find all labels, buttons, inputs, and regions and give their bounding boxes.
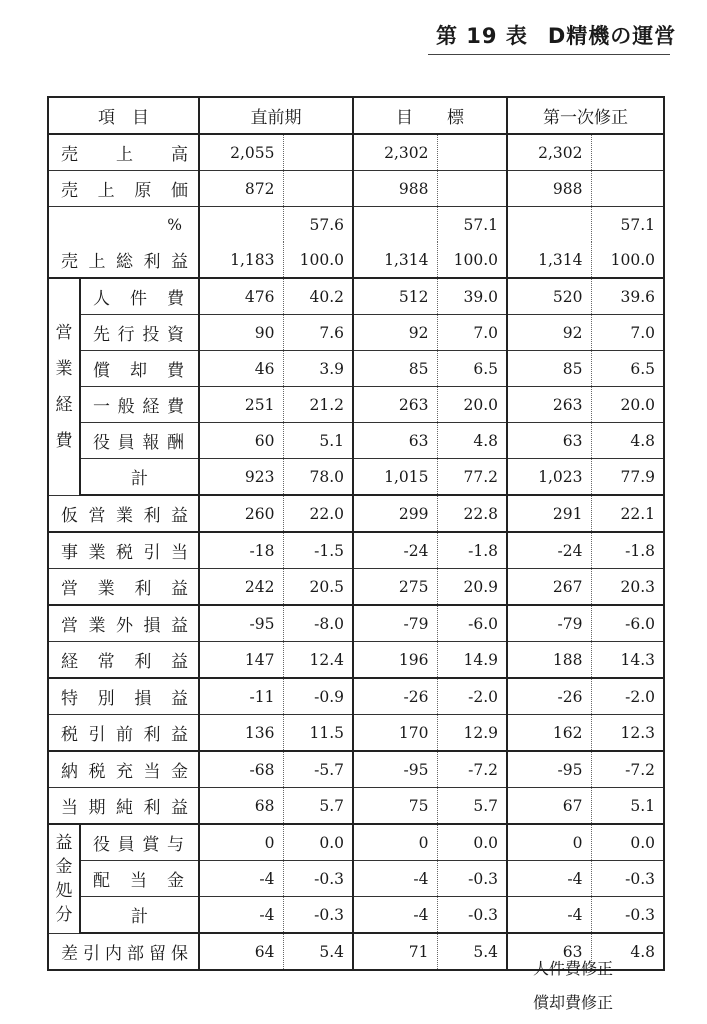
value-cell: -95: [199, 605, 283, 642]
value-cell: 3.9: [283, 351, 353, 387]
header-first-revision: 第一次修正: [507, 97, 664, 134]
value-cell: 20.0: [437, 387, 507, 423]
value-cell: 64: [199, 933, 283, 970]
value-cell: 40.2: [283, 278, 353, 315]
value-cell: 147: [199, 642, 283, 679]
value-cell: 75: [353, 788, 437, 825]
value-cell: 57.1: [437, 207, 507, 243]
value-cell: 39.0: [437, 278, 507, 315]
header-item: 項 目: [48, 97, 199, 134]
value-cell: 5.7: [283, 788, 353, 825]
value-cell: 57.1: [591, 207, 664, 243]
value-cell: 0.0: [437, 824, 507, 861]
table-row: [48, 315, 664, 351]
value-cell: 92: [353, 315, 437, 351]
value-cell: 68: [199, 788, 283, 825]
table-row: [48, 569, 664, 606]
table-title: [436, 20, 676, 50]
value-cell: 85: [353, 351, 437, 387]
row-label: 一般経費: [80, 387, 199, 423]
value-cell: 2,055: [199, 134, 283, 171]
table-row: [48, 788, 664, 825]
value-cell: 267: [507, 569, 591, 606]
row-label: 差引内部留保: [48, 933, 199, 970]
value-cell: 12.9: [437, 715, 507, 752]
value-cell: 7.0: [591, 315, 664, 351]
header-prev-period: 直前期: [199, 97, 353, 134]
value-cell: 2,302: [353, 134, 437, 171]
table-row: [48, 532, 664, 569]
value-cell: -0.3: [591, 861, 664, 897]
value-cell: -0.3: [283, 861, 353, 897]
value-cell: 263: [507, 387, 591, 423]
table-row: [48, 897, 664, 934]
value-cell: -18: [199, 532, 283, 569]
value-cell: 5.4: [283, 933, 353, 970]
value-cell: 136: [199, 715, 283, 752]
value-cell: -6.0: [591, 605, 664, 642]
row-label: 仮営業利益: [48, 495, 199, 532]
value-cell: 1,183: [199, 242, 283, 278]
value-cell: 63: [507, 423, 591, 459]
row-label: 人件費: [80, 278, 199, 315]
value-cell: -68: [199, 751, 283, 788]
value-cell: 251: [199, 387, 283, 423]
value-cell: 1,314: [507, 242, 591, 278]
revision-notes: [533, 952, 613, 1020]
value-cell: 6.5: [437, 351, 507, 387]
category-char: 分: [55, 904, 73, 925]
value-cell: -4: [353, 897, 437, 934]
row-label: 計: [80, 897, 199, 934]
value-cell: 39.6: [591, 278, 664, 315]
value-cell: 11.5: [283, 715, 353, 752]
value-cell: -4: [507, 897, 591, 934]
table-row: [48, 278, 664, 315]
table-row: [48, 207, 664, 243]
value-cell: 988: [507, 171, 591, 207]
value-cell: 67: [507, 788, 591, 825]
value-cell: [591, 171, 664, 207]
value-cell: -26: [353, 678, 437, 715]
value-cell: [507, 207, 591, 243]
opex-category-label: [48, 278, 80, 495]
table-name: D精機の運営: [547, 24, 677, 48]
value-cell: -8.0: [283, 605, 353, 642]
value-cell: 0.0: [591, 824, 664, 861]
value-cell: 20.0: [591, 387, 664, 423]
row-label: 配当金: [80, 861, 199, 897]
value-cell: 71: [353, 933, 437, 970]
value-cell: 196: [353, 642, 437, 679]
row-label: 役員報酬: [80, 423, 199, 459]
value-cell: 22.0: [283, 495, 353, 532]
row-label: 営業利益: [48, 569, 199, 606]
table-row: [48, 495, 664, 532]
value-cell: 14.3: [591, 642, 664, 679]
value-cell: 60: [199, 423, 283, 459]
value-cell: 5.1: [283, 423, 353, 459]
table-row: [48, 824, 664, 861]
row-label: 売上総利益: [48, 242, 199, 278]
category-char: 費: [55, 430, 73, 451]
value-cell: 22.1: [591, 495, 664, 532]
value-cell: 0: [199, 824, 283, 861]
value-cell: 92: [507, 315, 591, 351]
value-cell: 100.0: [283, 242, 353, 278]
profit-disposal-category-label: [48, 824, 80, 933]
value-cell: 520: [507, 278, 591, 315]
table-row: [48, 861, 664, 897]
value-cell: 5.1: [591, 788, 664, 825]
table-row: [48, 171, 664, 207]
value-cell: -95: [507, 751, 591, 788]
category-char: 金: [55, 856, 73, 877]
value-cell: 512: [353, 278, 437, 315]
value-cell: -2.0: [591, 678, 664, 715]
value-cell: -1.8: [437, 532, 507, 569]
value-cell: -0.3: [283, 897, 353, 934]
row-label: 先行投資: [80, 315, 199, 351]
value-cell: 46: [199, 351, 283, 387]
value-cell: 260: [199, 495, 283, 532]
row-label: 役員賞与: [80, 824, 199, 861]
value-cell: 1,023: [507, 459, 591, 496]
row-label: %: [48, 207, 199, 243]
value-cell: -24: [507, 532, 591, 569]
table-row: [48, 351, 664, 387]
table-row: [48, 134, 664, 171]
value-cell: 100.0: [591, 242, 664, 278]
category-char: 経: [55, 394, 73, 415]
value-cell: 242: [199, 569, 283, 606]
table-row: [48, 678, 664, 715]
category-char: 処: [55, 880, 73, 901]
table-row: [48, 387, 664, 423]
value-cell: 923: [199, 459, 283, 496]
row-label: 納税充当金: [48, 751, 199, 788]
value-cell: 188: [507, 642, 591, 679]
table-row: [48, 242, 664, 278]
value-cell: -11: [199, 678, 283, 715]
row-label: 特別損益: [48, 678, 199, 715]
value-cell: 85: [507, 351, 591, 387]
value-cell: 63: [507, 933, 591, 970]
value-cell: 4.8: [591, 423, 664, 459]
value-cell: 20.9: [437, 569, 507, 606]
row-label: 経常利益: [48, 642, 199, 679]
value-cell: 7.0: [437, 315, 507, 351]
note-personnel-revision: 人件費修正: [533, 959, 614, 978]
value-cell: -24: [353, 532, 437, 569]
value-cell: [199, 207, 283, 243]
row-label: 営業外損益: [48, 605, 199, 642]
value-cell: -79: [507, 605, 591, 642]
value-cell: -4: [507, 861, 591, 897]
value-cell: -79: [353, 605, 437, 642]
value-cell: 5.7: [437, 788, 507, 825]
value-cell: 872: [199, 171, 283, 207]
value-cell: -2.0: [437, 678, 507, 715]
value-cell: 4.8: [437, 423, 507, 459]
table-number: 第 19 表: [436, 24, 528, 48]
value-cell: -7.2: [591, 751, 664, 788]
value-cell: [283, 134, 353, 171]
value-cell: [591, 134, 664, 171]
value-cell: 20.3: [591, 569, 664, 606]
value-cell: [283, 171, 353, 207]
value-cell: 14.9: [437, 642, 507, 679]
value-cell: 22.8: [437, 495, 507, 532]
value-cell: 12.3: [591, 715, 664, 752]
value-cell: -0.3: [437, 897, 507, 934]
header-target: 目 標: [353, 97, 507, 134]
value-cell: -26: [507, 678, 591, 715]
value-cell: -1.8: [591, 532, 664, 569]
value-cell: 78.0: [283, 459, 353, 496]
table-row: [48, 715, 664, 752]
value-cell: -7.2: [437, 751, 507, 788]
value-cell: 162: [507, 715, 591, 752]
row-label: 償却費: [80, 351, 199, 387]
value-cell: 77.2: [437, 459, 507, 496]
value-cell: -4: [199, 861, 283, 897]
row-label: 売上原価: [48, 171, 199, 207]
category-char: 営: [55, 322, 73, 343]
value-cell: 57.6: [283, 207, 353, 243]
value-cell: 0: [507, 824, 591, 861]
header-row: [48, 97, 664, 134]
value-cell: 1,314: [353, 242, 437, 278]
value-cell: 7.6: [283, 315, 353, 351]
table-row: [48, 459, 664, 496]
value-cell: 2,302: [507, 134, 591, 171]
operations-table: [47, 96, 665, 971]
value-cell: 20.5: [283, 569, 353, 606]
category-char: 業: [55, 358, 73, 379]
value-cell: [437, 134, 507, 171]
value-cell: 77.9: [591, 459, 664, 496]
value-cell: -5.7: [283, 751, 353, 788]
value-cell: 90: [199, 315, 283, 351]
value-cell: [437, 171, 507, 207]
value-cell: 100.0: [437, 242, 507, 278]
value-cell: [353, 207, 437, 243]
row-label: 売上高: [48, 134, 199, 171]
value-cell: 170: [353, 715, 437, 752]
value-cell: -0.3: [591, 897, 664, 934]
value-cell: 275: [353, 569, 437, 606]
value-cell: 1,015: [353, 459, 437, 496]
value-cell: 476: [199, 278, 283, 315]
value-cell: 291: [507, 495, 591, 532]
value-cell: -0.3: [437, 861, 507, 897]
table-row: [48, 605, 664, 642]
row-label: 税引前利益: [48, 715, 199, 752]
value-cell: 5.4: [437, 933, 507, 970]
row-label: 計: [80, 459, 199, 496]
note-depreciation-revision: 償却費修正: [533, 993, 614, 1012]
table-row: [48, 423, 664, 459]
row-label: 当期純利益: [48, 788, 199, 825]
value-cell: -0.9: [283, 678, 353, 715]
value-cell: 12.4: [283, 642, 353, 679]
category-char: 益: [55, 832, 73, 853]
value-cell: 263: [353, 387, 437, 423]
value-cell: -4: [353, 861, 437, 897]
value-cell: -4: [199, 897, 283, 934]
value-cell: 6.5: [591, 351, 664, 387]
value-cell: 0.0: [283, 824, 353, 861]
value-cell: 4.8: [591, 933, 664, 970]
table-row: [48, 751, 664, 788]
value-cell: 299: [353, 495, 437, 532]
value-cell: 63: [353, 423, 437, 459]
value-cell: -95: [353, 751, 437, 788]
value-cell: -1.5: [283, 532, 353, 569]
value-cell: 21.2: [283, 387, 353, 423]
title-underline: [428, 54, 670, 55]
row-label: 事業税引当: [48, 532, 199, 569]
value-cell: 0: [353, 824, 437, 861]
value-cell: 988: [353, 171, 437, 207]
table-row: [48, 642, 664, 679]
value-cell: -6.0: [437, 605, 507, 642]
